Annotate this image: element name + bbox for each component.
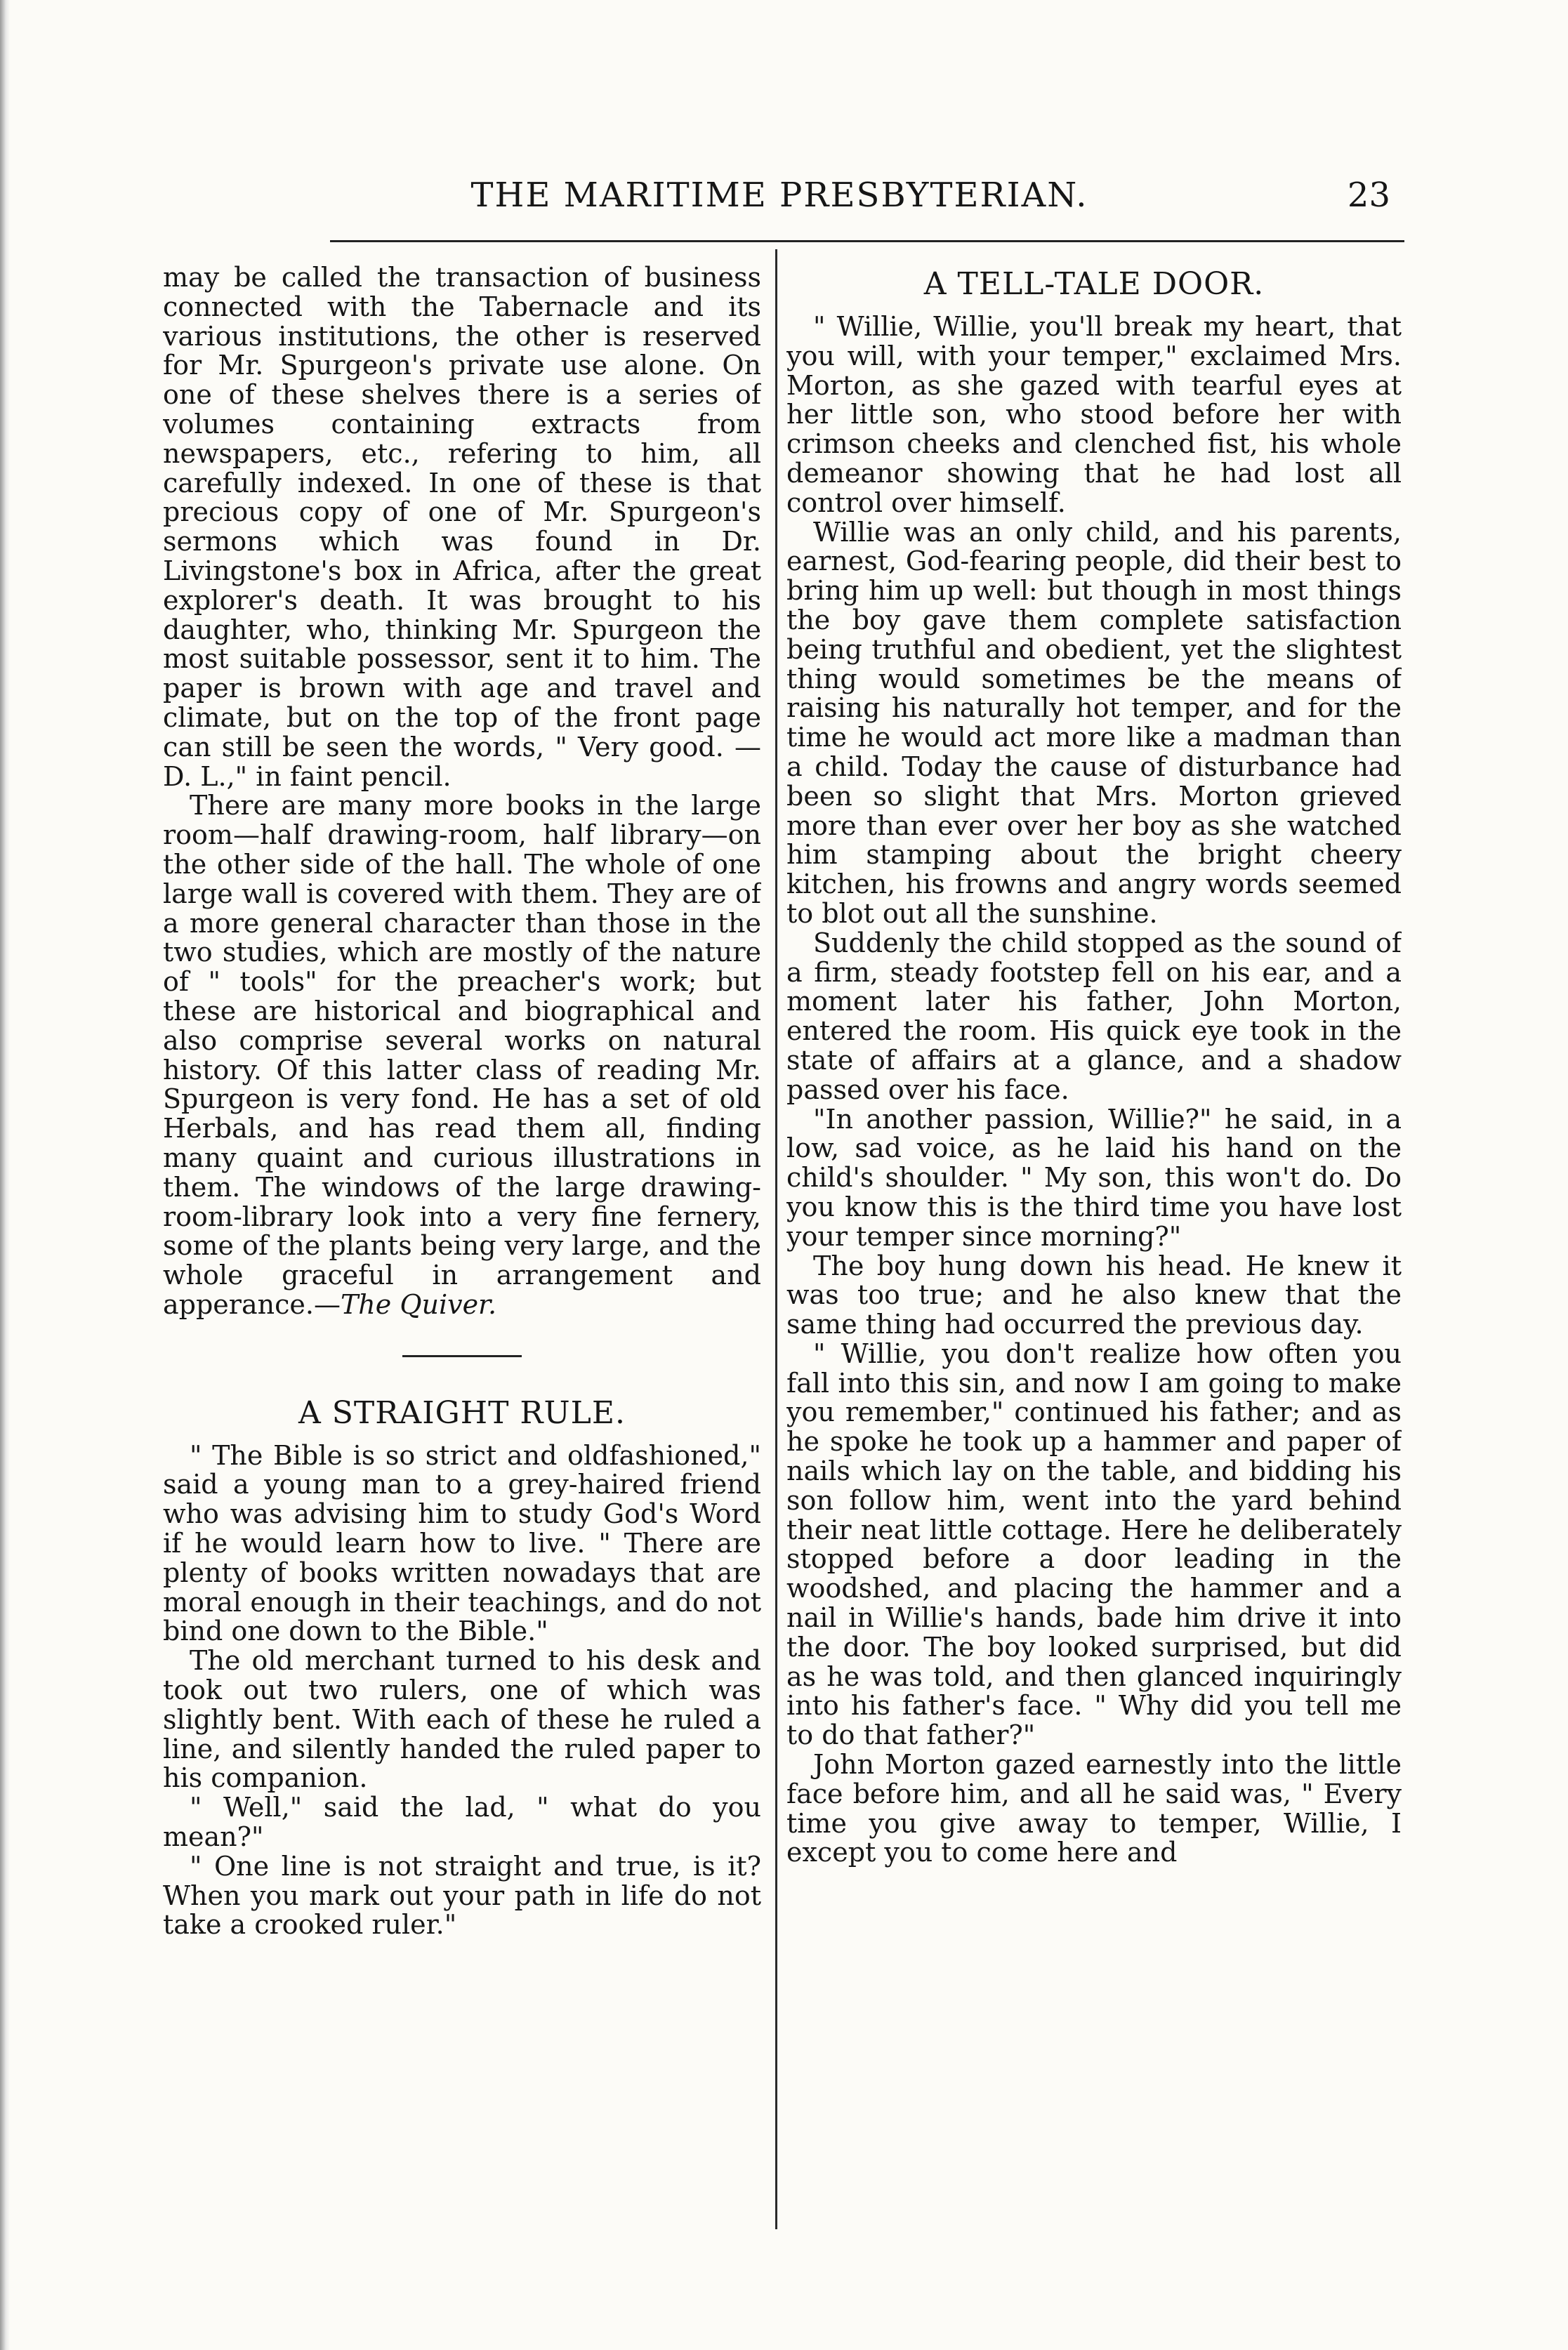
paragraph: Willie was an only child, and his parents, earnest, God-fearing people, did their best to bring him up well: but though in most things the boy gave them complete satisfaction being truthful and obedient, yet the slightest thing would sometimes be the means of raising his naturally hot temper, and for the time he would act more like a madman than a child. Today the cause of disturbance had been so slight that Mrs. Morton grieved more than ever over her boy as she watched him stamping about the bright cheery kitchen, his frowns and angry words seemed to blot out all the sunshine. <box>786 516 1402 929</box>
column-divider <box>775 249 777 2229</box>
article-heading: A STRAIGHT RULE. <box>298 1394 626 1431</box>
paragraph-text: There are many more books in the large room—half drawing-room, half library—on the other side of the hall. The whole of one large wall is covered with them. They are of a more general character than those in the two studies, which are mostly of the nature of " tools" for the preacher's work; but these are historical and biographical and also comprise several works on natural history. Of this latter class of reading Mr. Spurgeon is very fond. He has a set of old Herbals, and has read them all, finding many quaint and curious illustrations in them. The windows of the large drawing-room-library look into a very fine fernery, some of the plants being very large, and the whole graceful in arrangement and apperance.— <box>163 790 761 1320</box>
paragraph: " Willie, you don't realize how often you fall into this sin, and now I am going to make you remember," continued his father; and as he spoke he took up a hammer and paper of nails which lay on the table, and bidding his son follow him, went into the yard behind their neat little cottage. Here he deliberately stopped before a door leading in the woodshed, and placing the hammer and a nail in Willie's hands, bade him drive it into the door. The boy looked surprised, but did as he was told, and then glanced inquiringly into his father's face. " Why did you tell me to do that father?" <box>786 1338 1402 1751</box>
paragraph: John Morton gazed earnestly into the little face before him, and all he said was, " Every time you give away to temper, Willie, I except you to come here and <box>786 1749 1402 1868</box>
paragraph: " Willie, Willie, you'll break my heart, that you will, with your temper," exclaimed Mrs. Morton, as she gazed with tearful eyes at her little son, who stood before her with crimson cheeks and clenched fist, his whole demeanor showing that he had lost all control over himself. <box>786 311 1402 518</box>
paragraph: The old merchant turned to his desk and took out two rulers, one of which was slightly bent. With each of these he ruled a line, and silently handed the ruled paper to his companion. <box>163 1645 761 1794</box>
page-header <box>169 174 1390 237</box>
source-attribution: The Quiver. <box>340 1288 497 1320</box>
paragraph: " One line is not straight and true, is it? When you mark out your path in life do not take a crooked ruler." <box>163 1850 761 1941</box>
running-title: THE MARITIME PRESBYTERIAN. <box>470 176 1088 215</box>
left-column <box>163 263 761 2250</box>
paragraph: Suddenly the child stopped as the sound of a firm, steady footstep fell on his ear, and a moment later his father, John Morton, entered the room. His quick eye took in the state of affairs at a glance, and a shadow passed over his face. <box>786 927 1402 1105</box>
header-rule <box>330 240 1404 242</box>
section-separator <box>402 1355 522 1357</box>
paragraph <box>163 791 761 1319</box>
article-heading: A TELL-TALE DOOR. <box>923 266 1265 302</box>
page-edge-shadow <box>0 0 10 2350</box>
page-number: 23 <box>1347 176 1390 215</box>
paragraph: "In another passion, Willie?" he said, in a low, sad voice, as he laid his hand on the child's shoulder. " My son, this won't do. Do you know this is the third time you have lost your temper since morning?" <box>786 1103 1402 1252</box>
paragraph: " Well," said the lad, " what do you mean?" <box>163 1792 761 1853</box>
paragraph: The boy hung down his head. He knew it was too true; and he also knew that the same thing had occurred the previous day. <box>786 1250 1402 1340</box>
paragraph: may be called the transaction of business connected with the Tabernacle and its various institutions, the other is reserved for Mr. Spurgeon's private use alone. On one of these shelves there is a series of volumes containing extracts from newspapers, etc., refering to him, all carefully indexed. In one of these is that precious copy of one of Mr. Spurgeon's sermons which was found in Dr. Livingstone's box in Africa, after the great explorer's death. It was brought to his daughter, who, thinking Mr. Spurgeon the most suitable possessor, sent it to him. The paper is brown with age and travel and climate, but on the top of the front page can still be seen the words, " Very good. —D. L.," in faint pencil. <box>163 263 761 792</box>
paragraph: " The Bible is so strict and oldfashioned," said a young man to a grey-haired friend who was advising him to study God's Word if he would learn how to live. " There are plenty of books written nowadays that are moral enough in their teachings, and do not bind one down to the Bible." <box>163 1439 761 1647</box>
right-column <box>786 263 1402 2250</box>
